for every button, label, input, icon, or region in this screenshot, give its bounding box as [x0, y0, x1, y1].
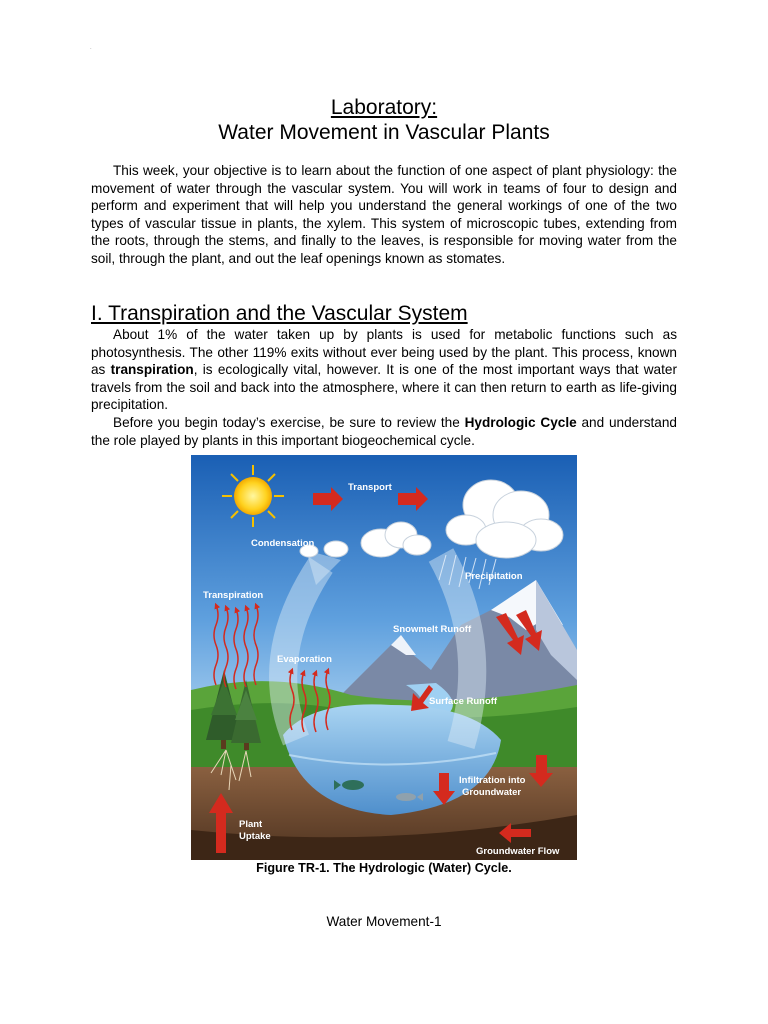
intro-text: This week, your objective is to learn about the function of one aspect of plant physiology: the movement of water through the vascular system. You will work in teams of four to design and perform and experiment that will help you understand the general workings of one of the two types of vascular tissue in plants, the xylem. This system of microscopic tubes, extending from the roots, through the stems, and finally to the leaves, is responsible for moving water from the soil, through the plant, and out the leaf openings known as stomates. [91, 163, 677, 266]
transpiration-paragraph [91, 326, 677, 414]
label-condensation: Condensation [251, 538, 315, 549]
label-evaporation: Evaporation [277, 654, 332, 665]
para1-text-before: About 1% of the water taken up by plants is used for metabolic functions such as photosynthesis. The other 119% exits without ever being used by the plant. This process, known as [91, 327, 677, 378]
label-surface-runoff: Surface Runoff [429, 696, 498, 707]
hydrologic-paragraph [91, 414, 677, 449]
intro-paragraph [91, 162, 677, 268]
label-infiltration-line1: Infiltration into [459, 775, 526, 786]
label-plant-uptake-line1: Plant [239, 819, 263, 830]
sun-icon [222, 465, 284, 527]
para2-text-before: Before you begin today’s exercise, be sure to review the [113, 415, 465, 430]
term-hydrologic-cycle: Hydrologic Cycle [464, 415, 577, 430]
para2-text-after: and understand the role played by plants in this important biogeochemical cycle. [91, 415, 677, 448]
figure-caption: Figure TR-1. The Hydrologic (Water) Cycle. [256, 861, 512, 875]
document-title-line1: Laboratory: [330, 96, 438, 119]
term-transpiration: transpiration [110, 362, 194, 378]
page-footer: Water Movement-1 [326, 914, 442, 929]
label-transpiration: Transpiration [203, 590, 264, 601]
hydrologic-cycle-figure [191, 455, 577, 860]
label-plant-uptake-line2: Uptake [239, 831, 271, 842]
label-groundwater-flow: Groundwater Flow [476, 846, 560, 857]
para1-text-after: , is ecologically vital, however. It is one of the most important ways that water travels from the soil and back into the atmosphere, where it can then return to earth as life-giving precipitation. [91, 362, 677, 413]
label-precipitation: Precipitation [465, 571, 523, 582]
label-infiltration-line2: Groundwater [462, 787, 522, 798]
document-title-line2: Water Movement in Vascular Plants [218, 121, 550, 144]
hydrologic-cycle-illustration [191, 455, 577, 860]
scan-mark: . [90, 45, 92, 51]
label-transport: Transport [348, 482, 392, 493]
label-snowmelt-runoff: Snowmelt Runoff [393, 624, 472, 635]
section-heading: I. Transpiration and the Vascular System [91, 302, 468, 325]
